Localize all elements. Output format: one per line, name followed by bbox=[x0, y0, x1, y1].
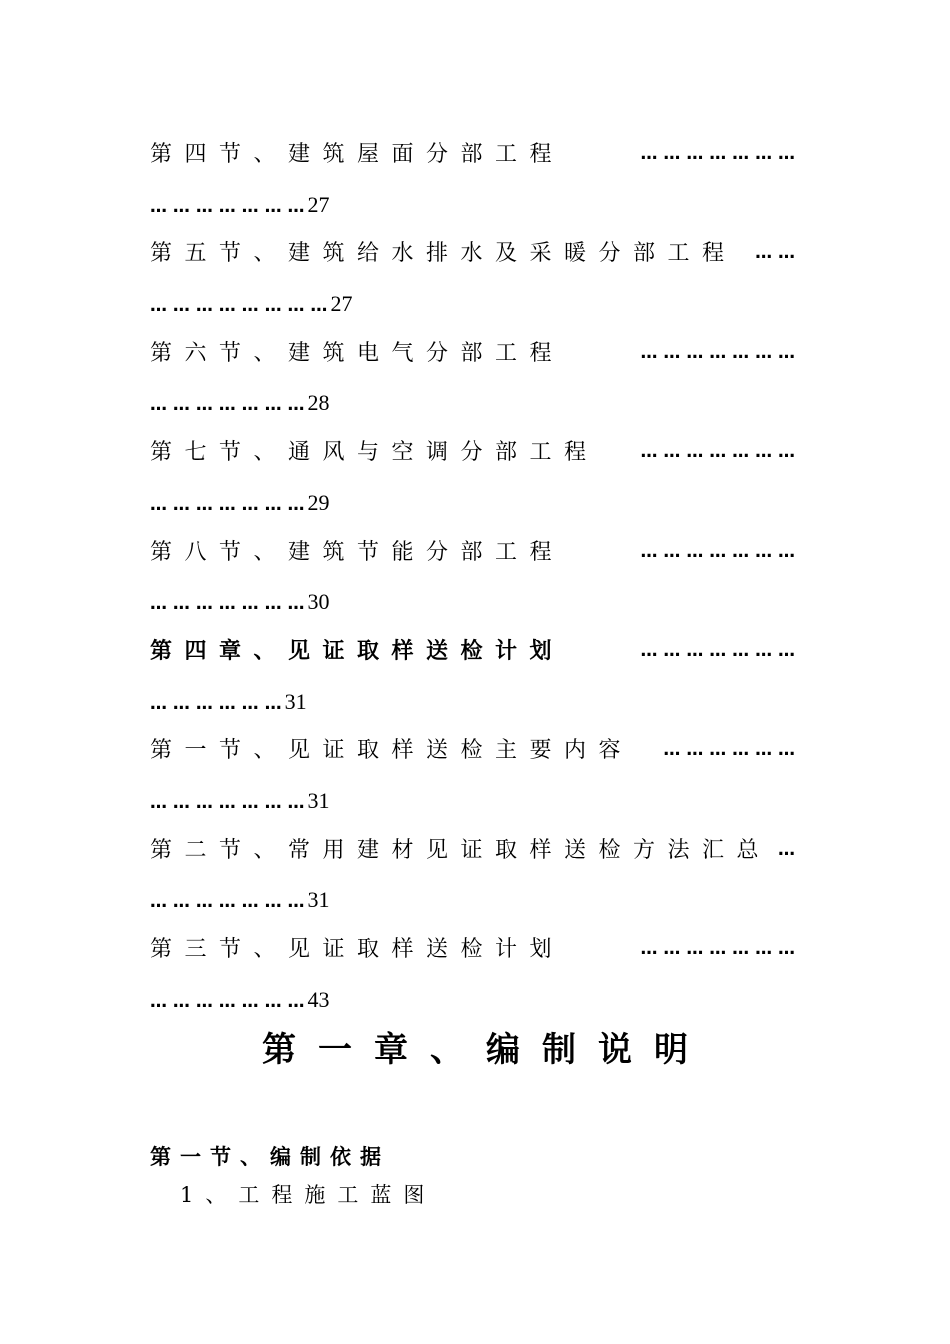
toc-leader-dots: … … … … … … … bbox=[150, 494, 305, 515]
toc-entry[interactable] bbox=[150, 229, 795, 328]
toc-entry[interactable] bbox=[150, 428, 795, 527]
table-of-contents bbox=[150, 130, 795, 1024]
toc-entry-title: 第四节、建筑屋面分部工程 bbox=[150, 142, 565, 167]
toc-entry-title: 第一节、见证取样送检主要内容 bbox=[150, 738, 634, 764]
toc-entry-title: 第四章、见证取样送检计划 bbox=[150, 637, 565, 664]
section-heading: 第一节、编制依据 bbox=[150, 1144, 390, 1169]
toc-page-number: 27 bbox=[307, 191, 330, 217]
toc-page-number: 28 bbox=[307, 390, 330, 416]
toc-page-number: 27 bbox=[330, 291, 353, 317]
toc-entry[interactable] bbox=[150, 329, 795, 428]
toc-page-number: 31 bbox=[307, 787, 330, 813]
toc-leader-dots: … … … … … … … bbox=[640, 342, 795, 363]
toc-leader-dots: … … … … … … … bbox=[150, 892, 305, 913]
toc-entry-title: 第七节、通风与空调分部工程 bbox=[150, 440, 599, 466]
toc-entry-title: 第二节、常用建材见证取样送检方法汇总 bbox=[150, 837, 772, 863]
toc-page-number: 31 bbox=[307, 887, 330, 913]
toc-entry-title: 第六节、建筑电气分部工程 bbox=[150, 340, 565, 366]
toc-entry[interactable] bbox=[150, 130, 795, 229]
toc-leader-dots: … … … … … … … bbox=[640, 640, 795, 661]
toc-entry-title: 第八节、建筑节能分部工程 bbox=[150, 539, 565, 565]
toc-page-number: 43 bbox=[307, 986, 330, 1012]
toc-leader-dots: … … … … … … … bbox=[640, 541, 795, 562]
toc-entry[interactable] bbox=[150, 925, 795, 1024]
toc-leader-dots: … … … … … … … bbox=[150, 792, 305, 813]
chapter-heading: 第一章、编制说明 bbox=[262, 1030, 710, 1070]
toc-leader-dots: … … … … … … bbox=[150, 693, 282, 714]
toc-leader-dots: … … … … … … … bbox=[150, 395, 305, 416]
toc-leader-dots: … … … … … … … bbox=[150, 196, 305, 217]
toc-entry-title: 第五节、建筑给水排水及采暖分部工程 bbox=[150, 241, 737, 267]
list-item: 1、工程施工蓝图 bbox=[180, 1183, 437, 1207]
toc-entry-title: 第三节、见证取样送检计划 bbox=[150, 937, 565, 962]
toc-entry[interactable] bbox=[150, 826, 795, 925]
toc-entry[interactable] bbox=[150, 726, 795, 825]
toc-leader-dots: … … … … … … … bbox=[640, 144, 795, 164]
toc-page-number: 29 bbox=[307, 489, 330, 515]
toc-leader-dots: … … … … … … … bbox=[150, 991, 305, 1012]
toc-leader-dots: … … … … … … … bbox=[640, 442, 795, 463]
toc-leader-dots: … bbox=[778, 839, 795, 860]
toc-leader-dots: … … … … … … … bbox=[640, 939, 795, 959]
toc-page-number: 30 bbox=[307, 589, 330, 615]
toc-leader-dots: … … … … … … … bbox=[150, 594, 305, 615]
toc-entry[interactable] bbox=[150, 528, 795, 627]
toc-entry-chapter[interactable] bbox=[150, 627, 795, 726]
toc-page-number: 31 bbox=[284, 688, 307, 714]
toc-leader-dots: … … bbox=[755, 243, 795, 264]
toc-leader-dots: … … … … … … … … bbox=[150, 296, 328, 317]
toc-leader-dots: … … … … … … bbox=[663, 740, 795, 761]
